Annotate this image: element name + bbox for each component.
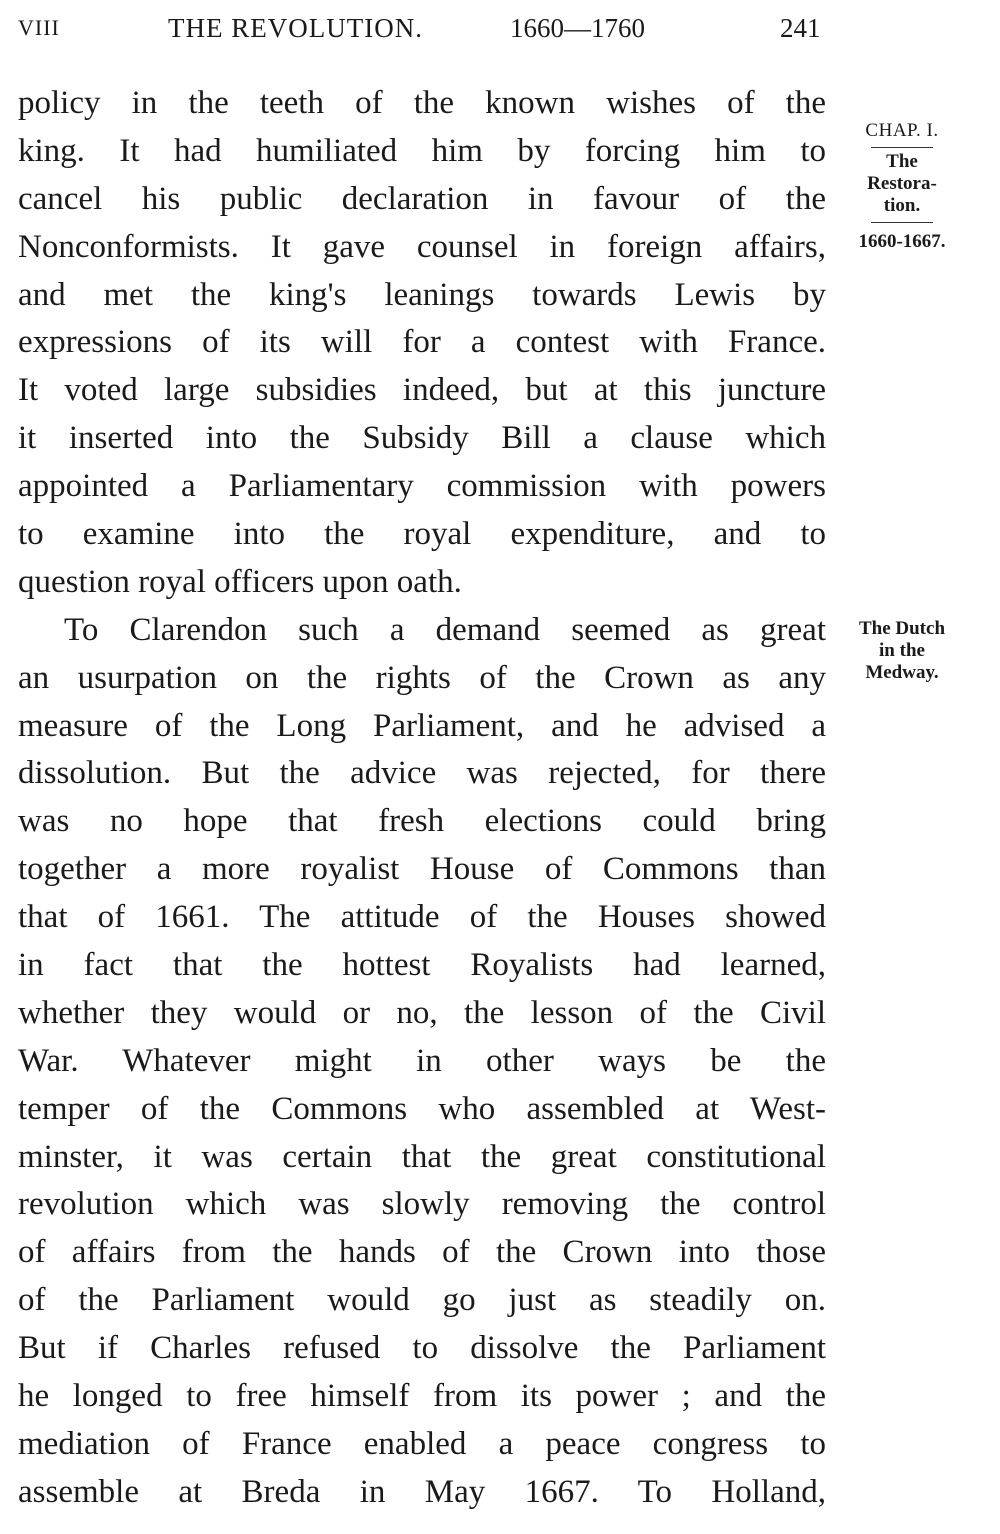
text-line: in fact that the hottest Royalists had learned, xyxy=(18,947,826,984)
text-line: It voted large subsidies indeed, but at this juncture xyxy=(18,372,826,409)
chapter-label: CHAP. I. xyxy=(865,120,939,141)
text-line: Nonconformists. It gave counsel in foreign affairs, xyxy=(18,228,826,265)
years-label: 1660-1667. xyxy=(858,231,946,252)
paragraph-end-line: question royal officers upon oath. xyxy=(18,563,462,600)
text-line: But if Charles refused to dissolve the Parliament xyxy=(18,1330,826,1367)
text-line: it inserted into the Subsidy Bill a clause which xyxy=(18,420,826,457)
topic-line: Restora- xyxy=(867,173,937,194)
text-line: king. It had humiliated him by forcing him to xyxy=(18,132,826,169)
text-line: together a more royalist House of Commons than xyxy=(18,851,826,888)
running-header xyxy=(18,10,828,46)
text-line: revolution which was slowly removing the control xyxy=(18,1186,826,1223)
text-line: measure of the Long Parliament, and he advised a xyxy=(18,707,826,744)
text-line: whether they would or no, the lesson of the Civil xyxy=(18,994,826,1031)
margin-rule xyxy=(871,222,933,223)
text-line: mediation of France enabled a peace congress to xyxy=(18,1425,826,1462)
page-number: 241 xyxy=(780,13,821,43)
text-line: of affairs from the hands of the Crown into those xyxy=(18,1234,826,1271)
margin-note-dutch xyxy=(838,618,966,684)
text-line: of the Parliament would go just as steadily on. xyxy=(18,1282,826,1319)
text-line: cancel his public declaration in favour of the xyxy=(18,180,826,217)
paragraph-start-line: To Clarendon such a demand seemed as great xyxy=(64,611,826,648)
margin-note-chapter xyxy=(838,120,966,253)
topic-line: The xyxy=(886,151,918,172)
running-dates: 1660—1760 xyxy=(510,13,645,43)
text-line: that of 1661. The attitude of the Houses showed xyxy=(18,899,826,936)
running-title: THE REVOLUTION. xyxy=(168,13,423,43)
text-line: to examine into the royal expenditure, and to xyxy=(18,516,826,553)
text-line: minster, it was certain that the great constitutional xyxy=(18,1138,826,1175)
margin-rule xyxy=(871,147,933,148)
text-line: policy in the teeth of the known wishes of the xyxy=(18,85,826,121)
margin-note-line: The Dutch xyxy=(858,618,946,639)
text-line: an usurpation on the rights of the Crown as any xyxy=(18,659,826,696)
text-line: he longed to free himself from its power ; and the xyxy=(18,1378,826,1415)
text-line: expressions of its will for a contest with France. xyxy=(18,324,826,361)
text-line: dissolution. But the advice was rejected, for there xyxy=(18,755,826,792)
text-line: appointed a Parliamentary commission with powers xyxy=(18,468,826,505)
text-line: was no hope that fresh elections could bring xyxy=(18,803,826,840)
margin-note-line: in the xyxy=(879,640,925,661)
text-line: assemble at Breda in May 1667. To Holland, xyxy=(18,1473,826,1510)
text-line: temper of the Commons who assembled at West- xyxy=(18,1090,826,1127)
text-line: and met the king's leanings towards Lewis by xyxy=(18,276,826,313)
section-number: VIII xyxy=(18,15,60,40)
topic-line: tion. xyxy=(883,195,921,216)
body-text xyxy=(18,80,826,1517)
margin-note-line: Medway. xyxy=(865,662,939,683)
text-line: War. Whatever might in other ways be the xyxy=(18,1042,826,1079)
